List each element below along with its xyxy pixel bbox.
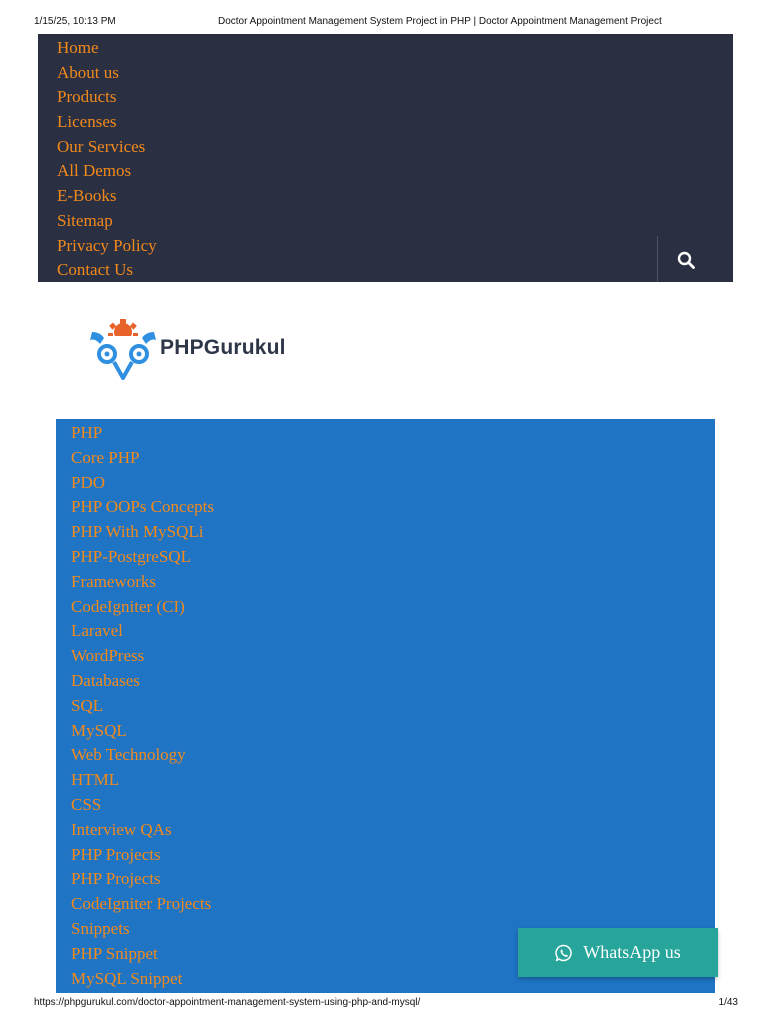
nav-item-licenses[interactable]: Licenses [57, 112, 117, 132]
logo-mark-icon [86, 318, 160, 382]
nav-item-sitemap[interactable]: Sitemap [57, 210, 113, 230]
site-logo[interactable] [84, 318, 320, 382]
category-item-php[interactable]: PHP [71, 423, 103, 442]
category-item-php-projects-2[interactable]: PHP Projects [71, 869, 161, 889]
category-item-snippets[interactable]: Snippets [71, 918, 130, 938]
whatsapp-icon [555, 944, 573, 962]
nav-item-all-demos[interactable]: All Demos [57, 161, 132, 181]
print-datetime: 1/15/25, 10:13 PM [34, 16, 116, 27]
whatsapp-button[interactable] [518, 928, 718, 977]
search-button[interactable] [657, 236, 734, 282]
print-url: https://phpgurukul.com/doctor-appointment-management-system-using-php-and-mysql/ [34, 997, 421, 1008]
category-item-php-with-mysqli[interactable]: PHP With MySQLi [71, 522, 204, 542]
category-item-mysql-snippet[interactable]: MySQL Snippet [71, 968, 183, 988]
category-item-pdo[interactable]: PDO [71, 472, 106, 492]
print-page-title: Doctor Appointment Management System Project in PHP | Doctor Appointment Management Project [218, 16, 662, 27]
logo-text: PHPGurukul [160, 336, 286, 359]
category-navigation [56, 419, 715, 993]
whatsapp-label: WhatsApp us [583, 942, 681, 962]
nav-item-about-us[interactable]: About us [57, 62, 119, 82]
category-item-interview-qas[interactable]: Interview QAs [71, 819, 172, 839]
nav-item-our-services[interactable]: Our Services [57, 136, 146, 156]
print-footer [0, 997, 768, 1011]
search-icon [677, 251, 695, 269]
category-item-css[interactable]: CSS [71, 794, 102, 814]
category-item-laravel[interactable]: Laravel [71, 621, 123, 641]
category-item-php-oops-concepts[interactable]: PHP OOPs Concepts [71, 497, 214, 517]
print-header [0, 16, 768, 30]
nav-item-privacy-policy[interactable]: Privacy Policy [57, 235, 157, 255]
category-item-core-php[interactable]: Core PHP [71, 447, 140, 467]
category-item-php-projects[interactable]: PHP Projects [71, 844, 161, 864]
nav-item-products[interactable]: Products [57, 87, 117, 107]
category-item-mysql[interactable]: MySQL [71, 720, 127, 740]
category-item-codeigniter-projects[interactable]: CodeIgniter Projects [71, 894, 212, 914]
category-item-sql[interactable]: SQL [71, 695, 104, 715]
top-navigation [38, 34, 733, 282]
category-item-codeigniter[interactable]: CodeIgniter (CI) [71, 596, 185, 616]
category-item-frameworks[interactable]: Frameworks [71, 571, 156, 591]
category-item-html[interactable]: HTML [71, 770, 120, 790]
nav-item-home[interactable]: Home [57, 38, 99, 57]
category-item-php-snippet[interactable]: PHP Snippet [71, 943, 158, 963]
category-item-databases[interactable]: Databases [71, 670, 140, 690]
nav-item-e-books[interactable]: E-Books [57, 186, 117, 206]
nav-item-contact-us[interactable]: Contact Us [57, 260, 134, 280]
category-item-web-technology[interactable]: Web Technology [71, 745, 186, 765]
category-item-php-postgresql[interactable]: PHP-PostgreSQL [71, 546, 191, 566]
category-item-wordpress[interactable]: WordPress [71, 646, 145, 666]
print-page-number: 1/43 [718, 997, 738, 1008]
